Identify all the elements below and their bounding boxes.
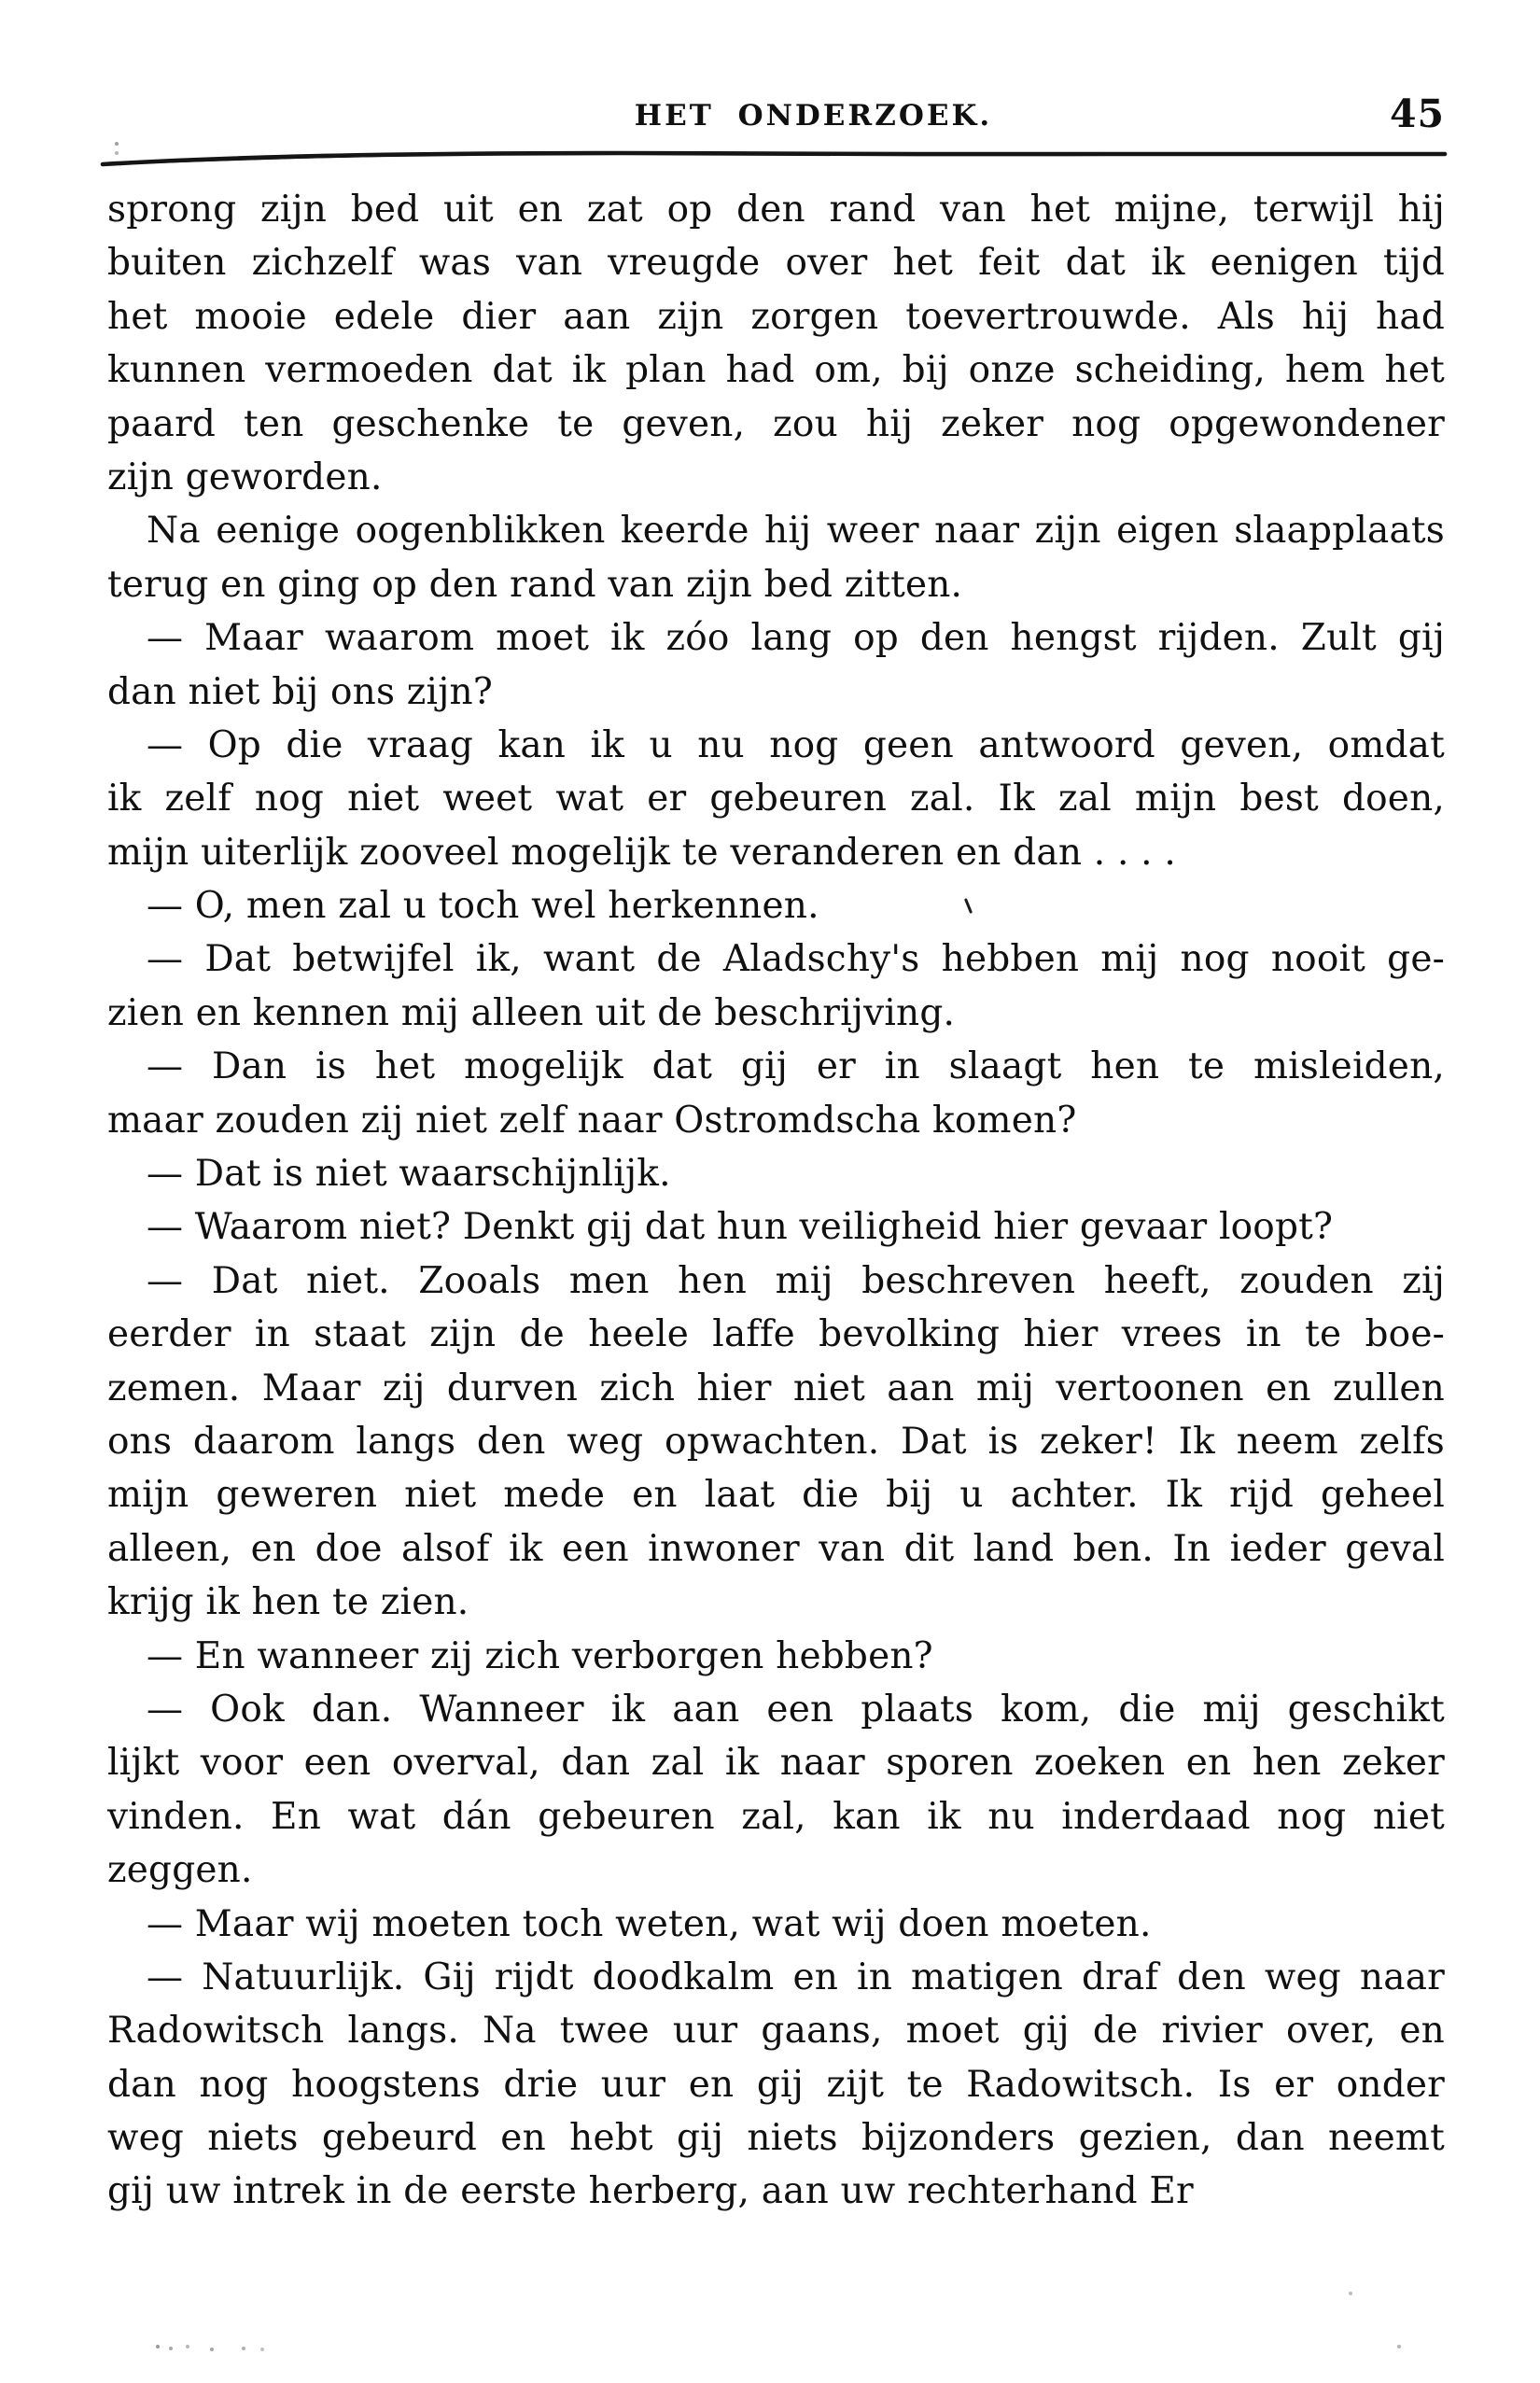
paragraph [107,1951,1445,2219]
text-line: lijkt voor een overval, dan zal ik naar sporen zoeken en hen zeker [107,1742,1445,1785]
text-line: — Maar waarom moet ik zóo lang op den hengst rijden. Zult gij [147,617,1445,660]
text-line: — Dan is het mogelijk dat gij er in slaagt hen te misleiden, [147,1045,1445,1088]
text-line: — Dat betwijfel ik, want de Aladschy's hebben mij nog nooit ge- [147,938,1445,981]
paragraph [107,1040,1445,1147]
text-line: — Op die vraag kan ik u nu nog geen antwoord geven, omdat [147,723,1445,766]
text-line: dan nog hoogstens drie uur en gij zijt te Radowitsch. Is er onder [107,2063,1445,2106]
text-line: maar zouden zij niet zelf naar Ostromdscha komen? [107,1099,1077,1142]
text-line: paard ten geschenke te geven, zou hij zeker nog opgewondener [107,402,1445,445]
text-line: terug en ging op den rand van zijn bed zitten. [107,563,963,606]
text-line: — Dat is niet waarschijnlijk. [147,1153,671,1196]
paragraph [107,1683,1445,1898]
page-title: HET ONDERZOEK. [634,99,993,133]
text-line: buiten zichzelf was van vreugde over het feit dat ik eenigen tijd [107,242,1445,285]
paragraph [107,932,1445,1040]
text-line: dan niet bij ons zijn? [107,670,493,713]
paragraph [107,1898,1445,1951]
text-line: zien en kennen mij alleen uit de beschrijving. [107,991,956,1034]
paragraph [107,504,1445,611]
text-line: — Maar wij moeten toch weten, wat wij doen moeten. [147,1902,1152,1945]
text-line: zeggen. [107,1849,253,1892]
text-line: weg niets gebeurd en hebt gij niets bijzonders gezien, dan neemt [107,2117,1445,2160]
page-number: 45 [1389,91,1445,136]
paragraph [107,879,1445,932]
text-block [107,183,1445,2219]
paragraph [107,611,1445,719]
text-line: mijn uiterlijk zooveel mogelijk te veranderen en dan . . . . [107,831,1176,874]
paragraph [107,183,1445,504]
text-line: Na eenige oogenblikken keerde hij weer naar zijn eigen slaapplaats [147,510,1445,553]
text-line: — En wanneer zij zich verborgen hebben? [147,1634,933,1677]
text-line: zemen. Maar zij durven zich hier niet aan mij vertoonen en zullen [107,1367,1445,1409]
text-line: — O, men zal u toch wel herkennen. [147,885,819,928]
paragraph [107,1200,1445,1254]
text-line: zijn geworden. [107,456,383,498]
text-line: vinden. En wat dán gebeuren zal, kan ik nu inderdaad nog niet [107,1795,1445,1838]
text-line: — Ook dan. Wanneer ik aan een plaats kom, die mij geschikt [147,1688,1445,1731]
text-line: alleen, en doe alsof ik een inwoner van dit land ben. In ieder geval [107,1527,1445,1570]
text-line: gij uw intrek in de eerste herberg, aan uw rechterhand Er [107,2170,1194,2213]
text-line: kunnen vermoeden dat ik plan had om, bij onze scheiding, hem het [107,349,1445,392]
paragraph [107,1630,1445,1683]
text-line: — Waarom niet? Denkt gij dat hun veiligheid hier gevaar loopt? [147,1206,1334,1249]
text-line: ik zelf nog niet weet wat er gebeuren zal. Ik zal mijn best doen, [107,778,1445,820]
text-line: mijn geweren niet mede en laat die bij u achter. Ik rijd geheel [107,1474,1445,1517]
paragraph [107,1147,1445,1200]
text-line: krijg ik hen te zien. [107,1581,469,1624]
paragraph [107,1255,1445,1630]
text-line: sprong zijn bed uit en zat op den rand van het mijne, terwijl hij [107,189,1445,231]
paragraph [107,719,1445,879]
text-line: — Dat niet. Zooals men hen mij beschreven heeft, zouden zij [147,1259,1445,1302]
text-line: — Natuurlijk. Gij rijdt doodkalm en in matigen draf den weg naar [147,1955,1445,1998]
header-rule [99,142,1449,170]
running-header [107,93,1445,138]
text-line: eerder in staat zijn de heele laffe bevolking hier vrees in te boe- [107,1313,1445,1356]
text-line: het mooie edele dier aan zijn zorgen toevertrouwde. Als hij had [107,295,1445,338]
text-line: Radowitsch langs. Na twee uur gaans, moet gij de rivier over, en [107,2010,1445,2053]
scan-speckles [156,2345,160,2348]
text-line: ons daarom langs den weg opwachten. Dat is zeker! Ik neem zelfs [107,1420,1445,1463]
